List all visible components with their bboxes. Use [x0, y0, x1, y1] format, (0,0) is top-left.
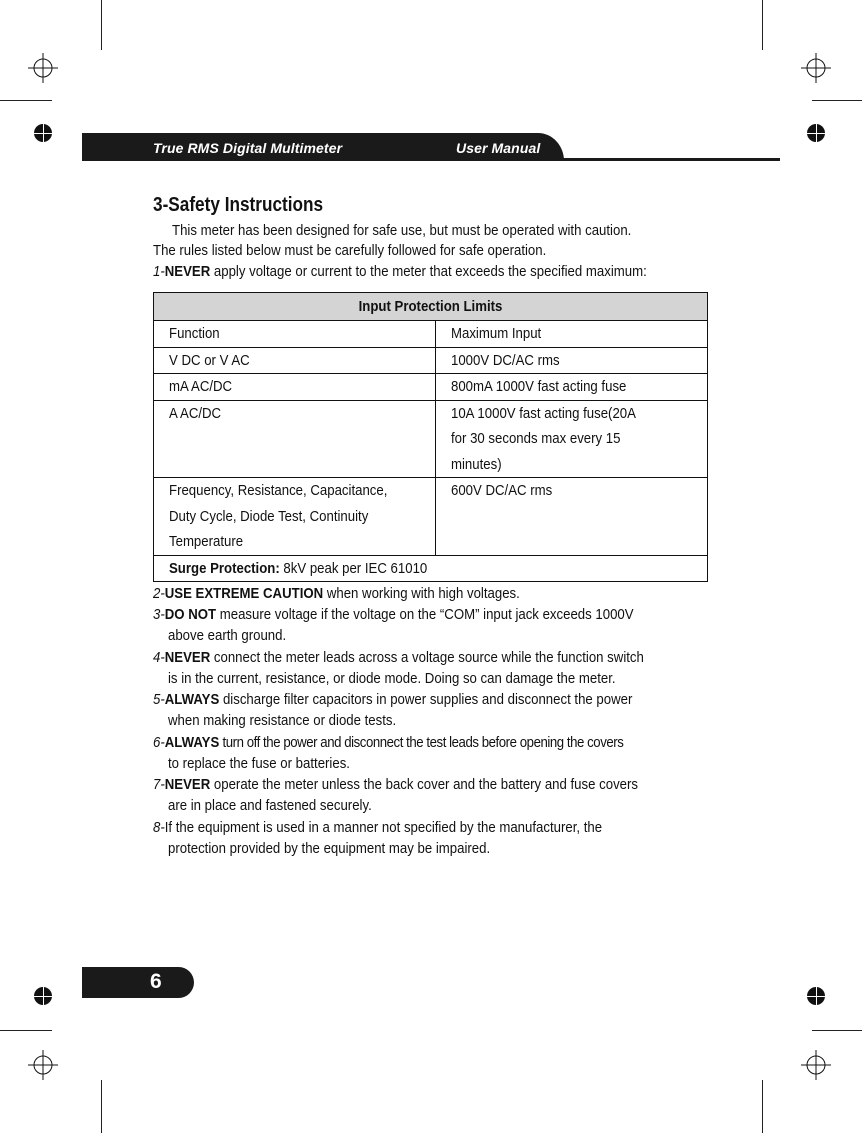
table-row — [154, 374, 708, 401]
registration-dot-icon — [34, 987, 52, 1005]
rule-8: 8-If the equipment is used in a manner not specified by the manufacturer, the — [153, 819, 603, 836]
rule-4: 4-NEVER connect the meter leads across a voltage source while the function switch — [153, 649, 644, 666]
crop-mark — [0, 1030, 52, 1031]
rule-4-continuation: is in the current, resistance, or diode mode. Doing so can damage the meter. — [168, 670, 616, 687]
rule-2: 2-USE EXTREME CAUTION when working with high voltages. — [153, 585, 520, 602]
function-cell: A AC/DC — [154, 400, 436, 478]
registration-mark-icon — [801, 53, 831, 83]
header-product-title: True RMS Digital Multimeter — [153, 140, 343, 156]
table-header-max: Maximum Input — [436, 321, 708, 348]
rule-1 — [153, 263, 647, 280]
rule-number: 1- — [153, 263, 165, 280]
max-input-cell: 800mA 1000V fast acting fuse — [436, 374, 708, 401]
rule-7: 7-NEVER operate the meter unless the back cover and the battery and fuse covers — [153, 776, 639, 793]
table-header-function: Function — [154, 321, 436, 348]
registration-dot-icon — [807, 987, 825, 1005]
surge-cell — [154, 555, 708, 582]
max-input-cell: 10A 1000V fast acting fuse(20A for 30 seconds max every 15 minutes) — [436, 400, 708, 478]
page-number: 6 — [150, 970, 162, 993]
surge-label: Surge Protection: — [169, 559, 280, 577]
registration-mark-icon — [801, 1050, 831, 1080]
rule-6: 6-ALWAYS turn off the power and disconnect the test leads before opening the covers — [153, 734, 624, 751]
crop-mark — [101, 1080, 102, 1133]
intro-line: The rules listed below must be carefully followed for safe operation. — [153, 242, 547, 259]
crop-mark — [0, 100, 52, 101]
table-row — [154, 347, 708, 374]
crop-mark — [101, 0, 102, 50]
intro-line: This meter has been designed for safe use, but must be operated with caution. — [172, 222, 632, 239]
surge-value: 8kV peak per IEC 61010 — [279, 559, 428, 577]
max-input-cell: 1000V DC/AC rms — [436, 347, 708, 374]
surge-row — [154, 555, 708, 582]
page-number-tab — [82, 967, 194, 998]
registration-dot-icon — [34, 124, 52, 142]
rule-3: 3-DO NOT measure voltage if the voltage on the “COM” input jack exceeds 1000V — [153, 606, 634, 623]
rule-5: 5-ALWAYS discharge filter capacitors in power supplies and disconnect the power — [153, 691, 633, 708]
rule-7-continuation: are in place and fastened securely. — [168, 797, 372, 814]
registration-dot-icon — [807, 124, 825, 142]
table-title: Input Protection Limits — [154, 293, 708, 321]
table-row — [154, 478, 708, 556]
rule-keyword: NEVER — [164, 263, 211, 280]
crop-mark — [762, 1080, 763, 1133]
header-manual-label: User Manual — [456, 140, 541, 156]
rule-3-continuation: above earth ground. — [168, 627, 287, 644]
table-row — [154, 400, 708, 478]
rule-6-continuation: to replace the fuse or batteries. — [168, 755, 350, 772]
function-cell: Frequency, Resistance, Capacitance, Duty Cycle, Diode Test, Continuity Temperature — [154, 478, 436, 556]
registration-mark-icon — [28, 53, 58, 83]
input-protection-table — [153, 292, 708, 582]
crop-mark — [762, 0, 763, 50]
rule-5-continuation: when making resistance or diode tests. — [168, 712, 397, 729]
function-cell: mA AC/DC — [154, 374, 436, 401]
section-title: 3-Safety Instructions — [153, 194, 324, 216]
function-cell: V DC or V AC — [154, 347, 436, 374]
max-input-cell: 600V DC/AC rms — [436, 478, 708, 556]
rule-8-continuation: protection provided by the equipment may be impaired. — [168, 840, 491, 857]
crop-mark — [812, 1030, 862, 1031]
crop-mark — [812, 100, 862, 101]
rule-text: apply voltage or current to the meter that exceeds the specified maximum: — [210, 263, 647, 280]
header-rule — [82, 158, 780, 161]
table-header-row — [154, 321, 708, 348]
registration-mark-icon — [28, 1050, 58, 1080]
